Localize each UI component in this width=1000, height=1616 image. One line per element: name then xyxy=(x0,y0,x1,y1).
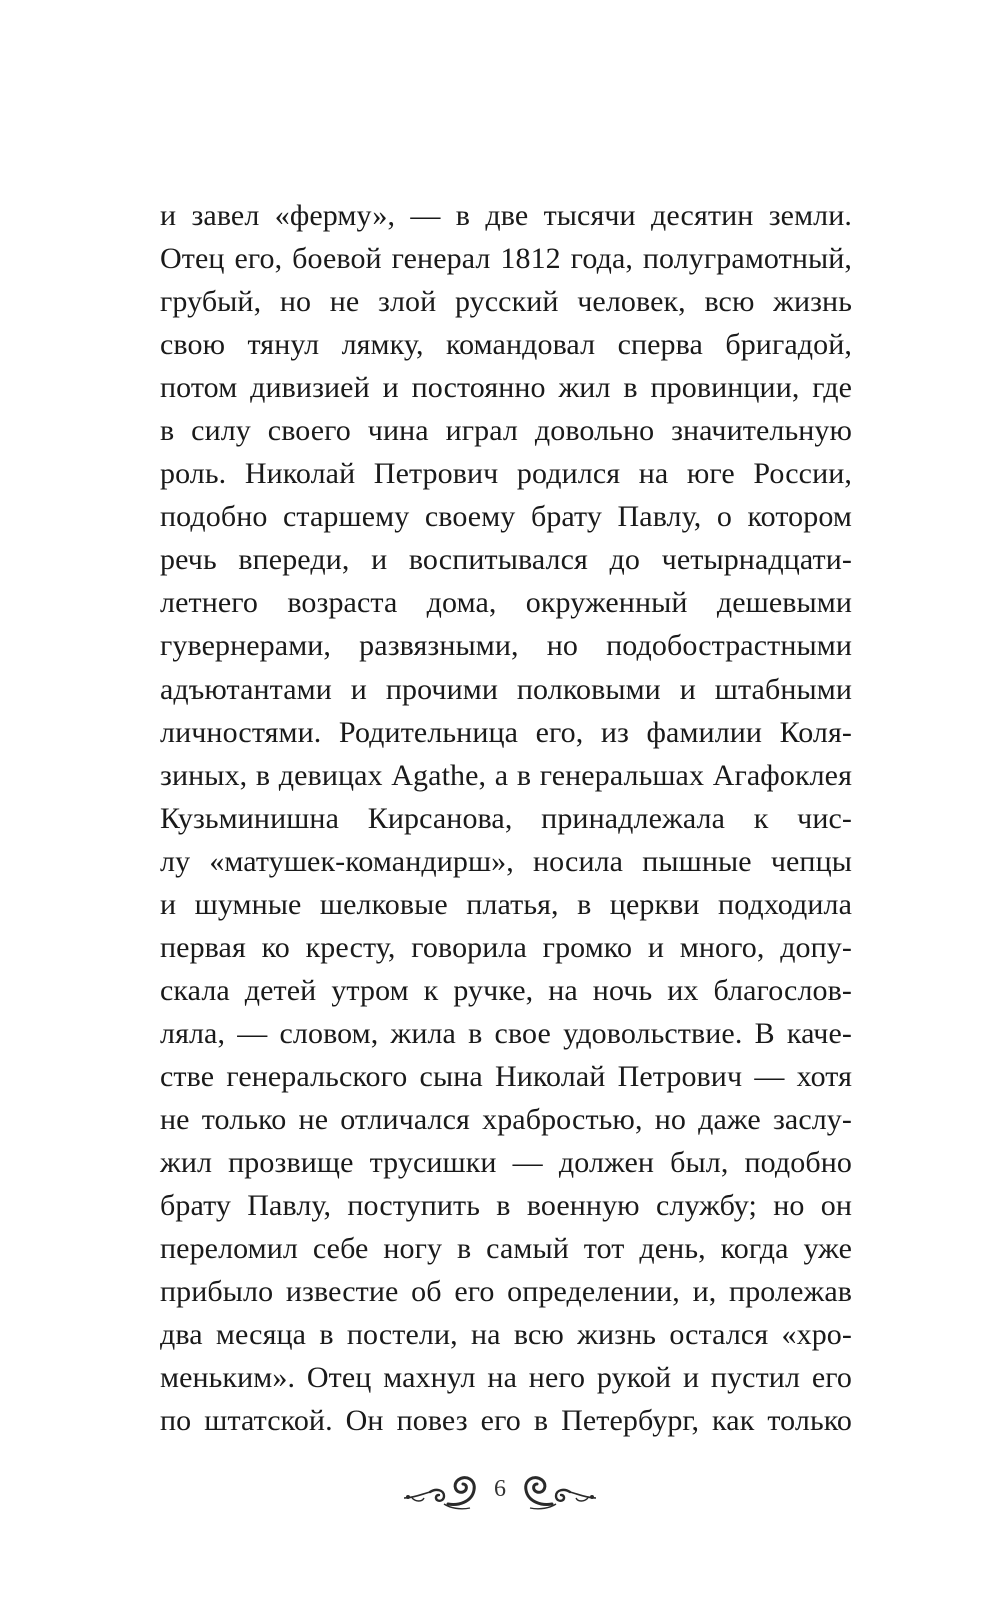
text-line: и завел «ферму», — в две тысячи десятин земли. xyxy=(160,199,852,232)
text-line: подобно старшему своему брату Павлу, о котором xyxy=(160,500,852,534)
text-line: стве генеральского сына Николай Петрович — хотя xyxy=(160,1059,852,1093)
text-line: не только не отличался храбростью, но даже заслу- xyxy=(160,1102,852,1136)
page-number: 6 xyxy=(494,1476,506,1502)
text-line: прибыло известие об его определении, и, пролежав xyxy=(160,1275,852,1309)
body-text xyxy=(160,194,852,1442)
text-line: роль. Николай Петрович родился на юге России, xyxy=(160,457,852,491)
page-folio xyxy=(400,1468,600,1520)
scroll-ornament-left-icon xyxy=(400,1468,482,1520)
text-line: переломил себе ногу в самый тот день, когда уже xyxy=(160,1232,852,1266)
text-line: скала детей утром к ручке, на ночь их благослов- xyxy=(160,973,852,1007)
text-line: в силу своего чина играл довольно значительную xyxy=(160,414,852,448)
scroll-ornament-right-icon xyxy=(518,1468,600,1520)
text-line: и шумные шелковые платья, в церкви подходила xyxy=(160,887,852,921)
text-line: гувернерами, развязными, но подобострастными xyxy=(160,629,852,663)
text-line: грубый, но не злой русский человек, всю жизнь xyxy=(160,285,852,319)
text-line: адъютантами и прочими полковыми и штабными xyxy=(160,672,852,706)
text-line: потом дивизией и постоянно жил в провинции, где xyxy=(160,371,852,405)
text-line: Кузьминишна Кирсанова, принадлежала к чис- xyxy=(160,801,852,835)
text-line: свою тянул лямку, командовал сперва бригадой, xyxy=(160,328,852,362)
text-line: летнего возраста дома, окруженный дешевыми xyxy=(160,586,852,620)
text-line: меньким». Отец махнул на него рукой и пустил его xyxy=(160,1361,852,1395)
text-line: по штатской. Он повез его в Петербург, как только xyxy=(160,1404,852,1438)
text-line: речь впереди, и воспитывался до четырнадцати- xyxy=(160,543,852,577)
text-line: брату Павлу, поступить в военную службу; но он xyxy=(160,1189,852,1223)
text-line: жил прозвище трусишки — должен был, подобно xyxy=(160,1146,852,1180)
text-line: Отец его, боевой генерал 1812 года, полуграмотный, xyxy=(160,242,852,276)
text-line: зиных, в девицах Agathe, а в генеральшах Агафоклея xyxy=(160,758,852,792)
text-line: лу «матушек-командирш», носила пышные чепцы xyxy=(160,844,852,878)
text-line: первая ко кресту, говорила громко и много, допу- xyxy=(160,930,852,964)
text-line: личностями. Родительница его, из фамилии Коля- xyxy=(160,715,852,749)
text-line: ляла, — словом, жила в свое удовольствие. В каче- xyxy=(160,1016,852,1050)
text-line: два месяца в постели, на всю жизнь остался «хро- xyxy=(160,1318,852,1352)
